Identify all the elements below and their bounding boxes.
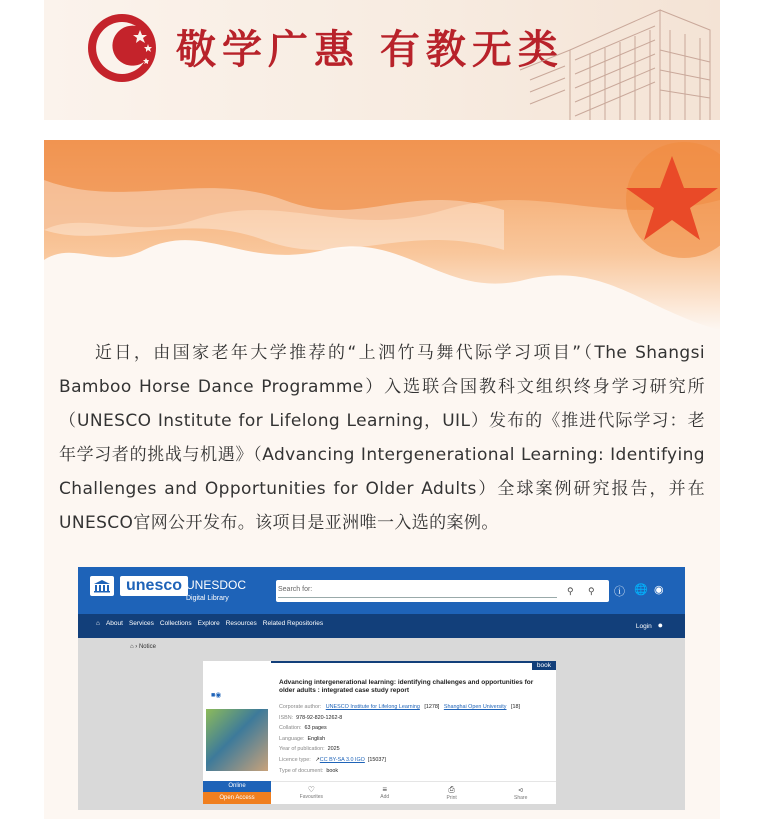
author-count-sou: [18] [511,704,520,710]
document-title: Advancing intergenerational learning: identifying challenges and opportunities for older adults : integrated case study report [279,679,534,694]
accessibility-eye-icon[interactable]: ◉ [654,584,664,596]
document-actions [271,781,556,804]
school-logo-icon [86,12,158,84]
unesdoc-brand-name: UNESDOC [186,578,247,592]
printer-icon: ⎙ [448,785,455,794]
article-paragraph: 近日，由国家老年大学推荐的“上泗竹马舞代际学习项目”（The Shangsi Bamboo Horse Dance Programme）入选联合国教科文组织终身学习研究所（UNESCO Institute for Lifelong Learning，UIL）发布的《推进代际学习：老年学习者的挑战与机遇》（Advancing Intergenerational Learning: Identifying Challenges and Opportunities for Older Adults）全球案例研究报告，并在UNESCO官网公开发布。该项目是亚洲唯一入选的案例。 [59,343,705,533]
language-globe-icon[interactable]: 🌐 [634,584,648,596]
unesdoc-brand-sub: Digital Library [186,595,229,602]
licence-link[interactable]: CC BY-SA 3.0 IGO [319,756,365,763]
building-sketch [510,0,720,120]
share-icon: ⪦ [518,785,523,794]
search-icon[interactable]: ⚲ [567,586,574,596]
add-button[interactable] [380,782,389,804]
header-banner [44,0,720,120]
open-access-badge[interactable]: Open Access [203,792,271,804]
watercolor-header-art [44,140,720,340]
external-link-icon: ↗ [315,756,320,763]
breadcrumb [130,644,156,650]
meta-value: 2025 [327,746,340,753]
add-list-icon: ≡ [382,785,388,794]
author-count-uil: [1278] [424,704,440,710]
nav-resources[interactable]: Resources [225,620,257,627]
nav-collections[interactable]: Collections [159,620,192,627]
help-icon[interactable]: ⓘ [614,586,625,598]
online-button[interactable]: Online [203,781,271,792]
print-button[interactable] [446,782,456,804]
meta-label: Corporate author: [279,704,322,710]
meta-language [279,736,551,747]
nav-explore[interactable]: Explore [197,620,220,627]
meta-corporate-author [279,704,551,715]
school-motto: 敬学广惠 有教无类 [176,26,564,73]
home-icon[interactable]: ⌂ [96,620,100,627]
user-icon: ● [657,620,663,630]
breadcrumb-notice: Notice [138,644,156,650]
author-link-sou[interactable]: Shanghai Open University [443,704,507,710]
share-button[interactable] [514,782,527,804]
licence-count: [15037] [367,756,386,763]
meta-label: Type of document: [279,767,324,774]
document-type-tag: book [532,661,556,670]
meta-value: 978-92-820-1262-8 [296,714,343,721]
author-link-uil[interactable]: UNESCO Institute for Lifelong Learning [325,704,420,710]
action-label: Print [446,795,457,801]
action-label: Favourites [299,794,323,800]
meta-label: Year of publication: [279,746,325,753]
document-metadata [279,704,551,778]
advanced-search-icon[interactable]: ⚲ [588,586,595,596]
uil-logo-icon: ■◉ [211,692,222,699]
meta-value: book [326,767,339,774]
unesdoc-screenshot [78,567,685,810]
breadcrumb-separator-icon: › [135,644,139,650]
meta-licence [279,757,551,768]
card-top-rule [271,661,556,663]
nav-related-repositories[interactable]: Related Repositories [262,620,324,627]
meta-label: Licence type: [279,756,311,763]
unesdoc-brand [186,579,246,605]
meta-value: 63 pages [304,725,327,732]
meta-collation [279,725,551,736]
favourites-button[interactable] [300,782,323,804]
document-card [203,661,556,804]
login-label: Login [635,623,652,630]
meta-type [279,768,551,779]
action-label: Share [514,795,528,801]
unesdoc-nav [78,614,685,638]
search-placeholder: Search for: [278,586,313,593]
search-underline [278,597,557,598]
login-button[interactable] [636,620,663,630]
meta-label: Language: [279,735,305,742]
meta-isbn [279,715,551,726]
nav-items [96,620,323,627]
unesco-logo[interactable] [90,576,188,596]
breadcrumb-home-icon[interactable]: ⌂ [130,644,134,650]
meta-year [279,746,551,757]
action-label: Add [380,794,390,800]
meta-label: ISBN: [279,714,294,721]
search-input[interactable] [276,580,609,602]
nav-services[interactable]: Services [128,620,154,627]
meta-label: Collation: [279,725,302,732]
unesdoc-header [78,567,685,614]
unesco-wordmark: unesco [120,576,188,596]
unesco-temple-icon [90,576,114,596]
meta-value: English [307,735,326,742]
heart-icon: ♡ [307,785,315,794]
nav-about[interactable]: About [105,620,123,627]
document-cover-thumbnail[interactable] [206,709,268,771]
